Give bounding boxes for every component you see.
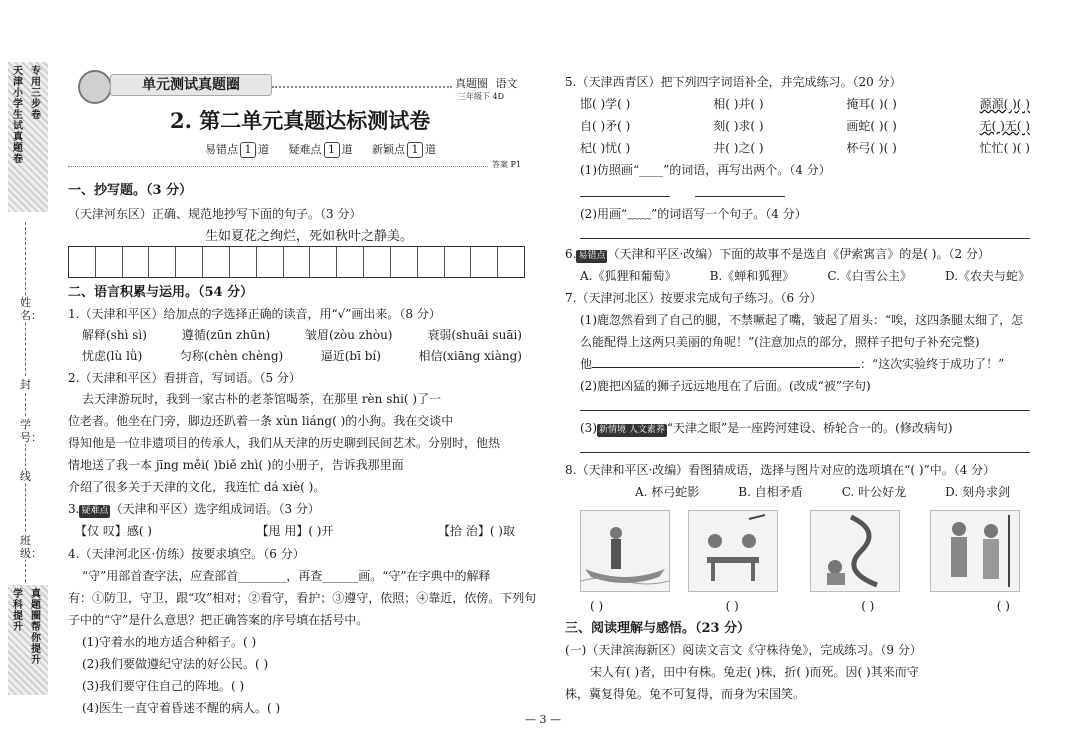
q8-answer-paren[interactable]: ( )	[725, 599, 739, 613]
q5-idiom[interactable]: 掩耳( )( )	[846, 97, 897, 111]
q1-item[interactable]: 相信(xiāng xiàng)	[418, 349, 522, 363]
q6-option-b[interactable]: B.《蝉和狐狸》	[709, 269, 795, 283]
q1-item[interactable]: 匀称(chèn chèng)	[179, 349, 284, 363]
q7-line-3-end: ：“这次实验终于成功了！”	[860, 357, 1005, 371]
header-banner	[72, 74, 282, 98]
q5-idiom[interactable]: 邯( )学( )	[580, 97, 631, 111]
section-3-title: 三、阅读理解与感悟。（23 分）	[565, 621, 751, 636]
q7-answer-line-1[interactable]	[580, 410, 1030, 411]
q5-row-3	[580, 140, 1030, 157]
q8-answer-paren[interactable]: ( )	[590, 599, 604, 613]
q2-line-1: 去天津游玩时，我到一家古朴的老茶馆喝茶，在那里 rèn shi( )了一	[82, 392, 442, 406]
stat-unit-1: 道	[258, 143, 269, 156]
badge-text-1: 学科 提升	[13, 589, 23, 633]
q5-idiom[interactable]: 刻( )求( )	[713, 119, 764, 133]
stat-unit-3: 道	[425, 143, 436, 156]
section-1-title: 一、抄写题。（3 分）	[68, 183, 193, 198]
q6-number: 6.	[565, 247, 577, 261]
name-field: 姓名：	[20, 296, 42, 322]
s1-question: （天津河东区）正确、规范地抄写下面的句子。（3 分）	[68, 207, 362, 221]
q5-sub-2: (2)用画“﹏﹏”的词语写一个句子。（4 分）	[580, 207, 807, 221]
q6-text: （天津和平区·改编）下面的故事不是选自《伊索寓言》的是( )。（2 分）	[607, 247, 990, 261]
q8-answer-paren[interactable]: ( )	[996, 599, 1010, 613]
q5-heading: 5.（天津西青区）把下列四字词语补全，并完成练习。（20 分）	[565, 75, 902, 89]
seal-mark-1: 封	[20, 378, 31, 391]
q2-heading: 2.（天津和平区）看拼音，写词语。（5 分）	[68, 371, 301, 385]
q5-idiom[interactable]: 画蛇( )( )	[846, 119, 897, 133]
answer-ref: 答案 P1	[492, 160, 522, 169]
q8-option-d: D. 刻舟求剑	[945, 485, 1010, 499]
q5-row-1	[580, 96, 1030, 113]
s1-sentence: 生如夏花之绚烂，死如秋叶之静美。	[205, 229, 414, 244]
q1-item[interactable]: 衰弱(shuāi suāi)	[427, 328, 522, 342]
q4-item-3[interactable]: (3)我们要守住自己的阵地。( )	[82, 679, 245, 693]
q1-item[interactable]: 皱眉(zòu zhòu)	[305, 328, 393, 342]
q6-heading	[565, 246, 990, 263]
q3-text: （天津和平区）选字组成词语。（3 分）	[110, 502, 320, 516]
q1-row-2	[82, 348, 522, 365]
cut-line	[25, 222, 26, 582]
q5-idiom[interactable]: 杞( )忧( )	[580, 141, 631, 155]
q3-option[interactable]: 【甩 用】( )开	[256, 524, 334, 538]
q8-option-a: A. 杯弓蛇影	[635, 485, 700, 499]
q3-heading	[68, 501, 320, 518]
q7-line-5-num: (3)	[580, 421, 597, 435]
q8-options	[635, 484, 1010, 501]
writing-grid[interactable]	[68, 246, 525, 278]
brand-tag	[455, 76, 518, 91]
stat-label-1: 易错点	[205, 143, 238, 156]
q7-answer-line-2[interactable]	[580, 452, 1030, 453]
q5-answer-line-2[interactable]	[695, 196, 785, 197]
answer-rule	[68, 166, 488, 167]
boat-sword-illustration	[580, 510, 670, 592]
q1-item[interactable]: 遵循(zūn zhūn)	[181, 328, 271, 342]
q5-idiom[interactable]: 相( )并( )	[713, 97, 764, 111]
reading-1-heading: (一)（天津滨海新区）阅读文言文《守株待兔》，完成练习。（9 分）	[565, 643, 922, 657]
binding-strip	[0, 0, 58, 746]
q3-options	[75, 523, 515, 540]
q8-option-b: B. 自相矛盾	[738, 485, 803, 499]
q7-context-tag: 新情境 人文素养	[599, 425, 665, 435]
id-field: 学号：	[20, 418, 42, 444]
banner-title: 单元测试真题圈	[110, 74, 272, 96]
class-field: 班级：	[20, 534, 42, 560]
q5-idiom[interactable]: 无( )无( )	[979, 119, 1030, 133]
header-rule	[272, 86, 452, 88]
brand-name: 真题圈	[455, 77, 488, 90]
q6-options	[580, 268, 1030, 285]
stat-label-3: 新颖点	[372, 143, 405, 156]
q6-option-a[interactable]: A.《狐狸和葡萄》	[580, 269, 677, 283]
q6-option-c[interactable]: C.《白雪公主》	[827, 269, 912, 283]
badge-text-2: 真题圈 帮你提升	[31, 589, 41, 666]
series-sub: 专用 三步卷	[31, 66, 41, 121]
series-title: 天津小学生试真题卷	[13, 66, 23, 165]
q7-heading: 7.（天津河北区）按要求完成句子练习。（6 分）	[565, 291, 822, 305]
dragon-illustration	[810, 510, 900, 592]
reading-1-line-2: 株，冀复得兔。兔不可复得，而身为宋国笑。	[565, 687, 806, 701]
q5-idiom[interactable]: 自( )矛( )	[580, 119, 631, 133]
q1-item[interactable]: 逼近(bī bí)	[320, 349, 381, 363]
q2-line-4: 情地送了我一本 jīng měi( )biě zhì( )的小册子，告诉我那里面	[68, 458, 404, 472]
q8-option-c: C. 叶公好龙	[841, 485, 907, 499]
q2-line-3: 得知他是一位非遗项目的传承人，我们从天津的历史聊到民间艺术。分别时，他热	[68, 436, 501, 450]
mascot-icon	[78, 70, 112, 104]
q7-fill-blank[interactable]	[592, 367, 860, 368]
q2-line-5: 介绍了很多关于天津的文化，我连忙 dá xiè( )。	[68, 480, 326, 494]
q4-line-2: 有：①防卫，守卫，跟“攻”相对；②看守，看护；③遵守，依照；④靠近，依傍。下列句	[68, 591, 537, 605]
q7-line-3-start: 他	[580, 357, 593, 371]
q5-idiom[interactable]: 忙忙( )( )	[979, 141, 1030, 155]
page-number: — 3 —	[525, 713, 561, 726]
stat-num-3: 1	[407, 142, 423, 158]
q4-line-3: 子中的“守”是什么意思？把正确答案的序号填在括号中。	[68, 613, 369, 627]
q6-difficulty-tag: 易错点	[578, 251, 606, 261]
cup-snake-illustration	[688, 510, 778, 592]
q7-line-2: 么能配得上这两只美丽的角呢！”(注意加点的部分，照样子把句子补充完整)	[580, 335, 980, 349]
q8-answer-paren[interactable]: ( )	[861, 599, 875, 613]
q3-difficulty-tag: 疑难点	[81, 506, 109, 516]
stat-num-2: 1	[324, 142, 340, 158]
section-2-title: 二、语言积累与运用。（54 分）	[68, 285, 254, 300]
q7-line-5	[580, 420, 953, 437]
q5-idiom[interactable]: 井( )之( )	[713, 141, 764, 155]
q3-option[interactable]: 【拾 治】( )取	[438, 524, 515, 538]
seal-mark-2: 线	[20, 470, 31, 483]
q4-item-2[interactable]: (2)我们要做遵纪守法的好公民。( )	[82, 657, 269, 671]
reading-1-line-1: 宋人有( )者，田中有株。兔走( )株，折( )而死。因( )其来而守	[590, 665, 919, 679]
q4-heading: 4.（天津河北区·仿练）按要求填空。（6 分）	[68, 547, 305, 561]
q5-sub-1: (1)仿照画“____”的词语，再写出两个。（4 分）	[580, 163, 831, 177]
series-logo	[8, 62, 48, 212]
q5-answer-line-3[interactable]	[580, 238, 1030, 239]
q3-option[interactable]: 【仅 叹】感( )	[75, 524, 152, 538]
q4-item-1[interactable]: (1)守着水的地方适合种稻子。( )	[82, 635, 257, 649]
grade-label: 三年级下 4D	[458, 92, 505, 101]
q7-line-1: (1)鹿忽然看到了自己的腿，不禁噘起了嘴，皱起了眉头：“唉，这四条腿太细了，怎	[580, 313, 1024, 327]
q6-option-d[interactable]: D.《农夫与蛇》	[944, 269, 1030, 283]
q8-heading: 8.（天津和平区·改编）看图猜成语，选择与图片对应的选项填在“( )”中。（4 分）	[565, 463, 996, 477]
q5-answer-line-1[interactable]	[580, 196, 670, 197]
spear-shield-illustration	[930, 510, 1020, 592]
q5-row-2	[580, 118, 1030, 135]
q7-line-3	[580, 356, 1004, 373]
point-stats	[205, 142, 436, 158]
page-title: 2. 第二单元真题达标测试卷	[170, 108, 431, 133]
series-badge	[8, 585, 48, 695]
q8-answer-row	[590, 598, 1010, 615]
q1-row-1	[82, 327, 522, 344]
stat-num-1: 1	[240, 142, 256, 158]
q5-idiom[interactable]: 杯弓( )( )	[846, 141, 897, 155]
q4-line-1: “守”用部首查字法，应查部首________，再查______画。“守”在字典中的解释	[82, 569, 491, 583]
q2-line-2: 位老者。他坐在门旁，脚边还趴着一条 xùn liáng( )的小狗。我在交谈中	[68, 414, 454, 428]
subject-name: 语文	[495, 77, 518, 90]
q1-item[interactable]: 解释(shì sì)	[82, 328, 147, 342]
q4-item-4[interactable]: (4)医生一直守着昏迷不醒的病人。( )	[82, 701, 281, 715]
q1-item[interactable]: 忧虑(lù lǜ)	[82, 349, 143, 363]
q5-idiom[interactable]: 源源( )( )	[979, 97, 1030, 111]
q3-number: 3.	[68, 502, 80, 516]
stat-unit-2: 道	[341, 143, 353, 156]
q7-line-4: (2)鹿把凶猛的狮子远远地甩在了后面。(改成“被”字句)	[580, 379, 871, 393]
q7-line-5-text: “天津之眼”是一座跨河建设、桥轮合一的。(修改病句)	[666, 421, 953, 435]
q1-heading: 1.（天津和平区）给加点的字选择正确的读音，用“√”画出来。（8 分）	[68, 307, 441, 321]
stat-label-2: 疑难点	[288, 143, 322, 156]
